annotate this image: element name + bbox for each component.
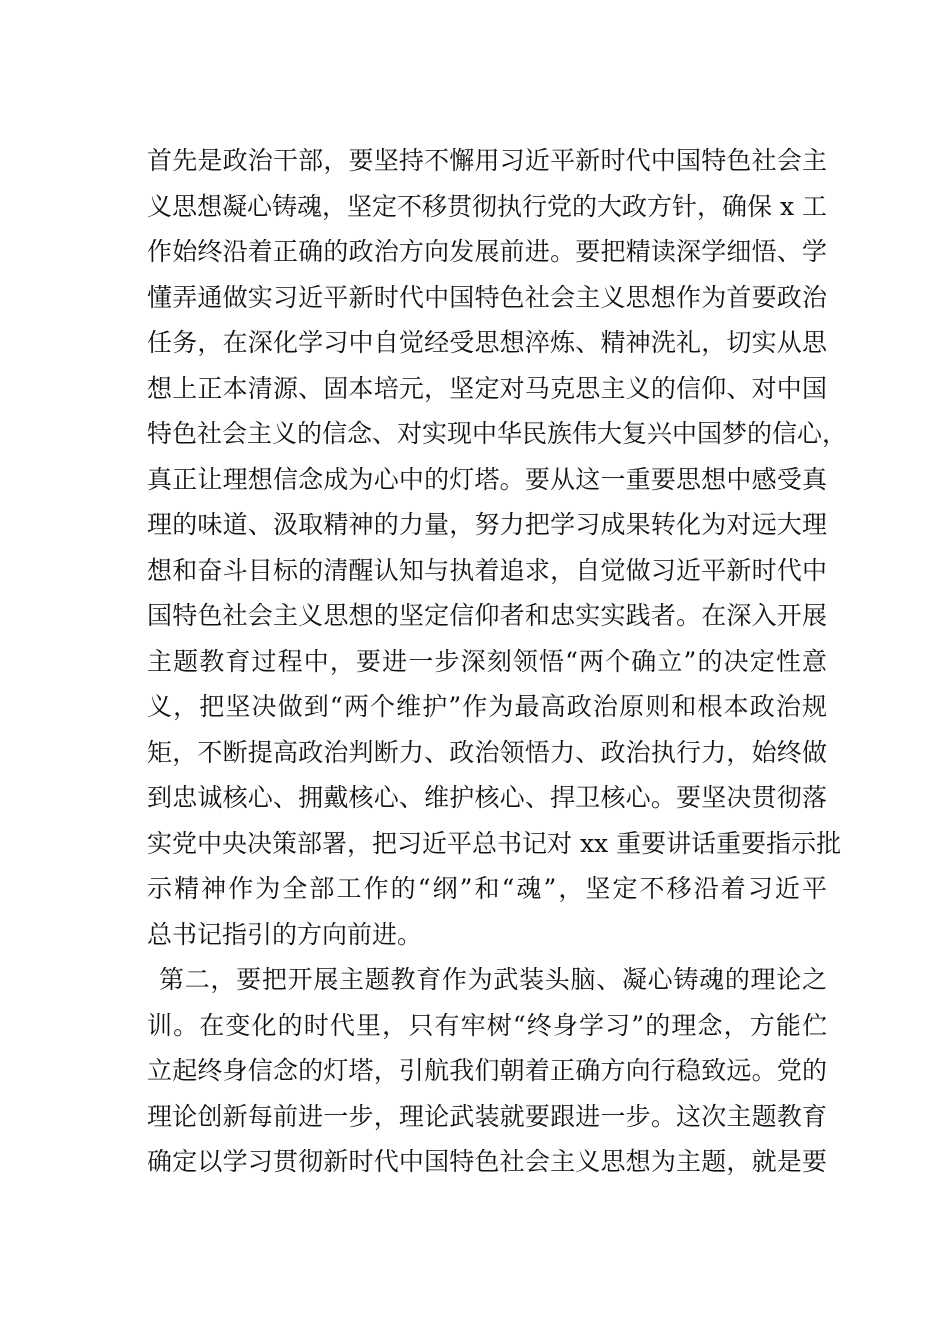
text-line: 理的味道、汲取精神的力量，努力把学习成果转化为对远大理 xyxy=(147,510,827,539)
text-line: 矩，不断提高政治判断力、政治领悟力、政治执行力，始终做 xyxy=(147,737,827,767)
text-line: 特色社会主义的信念、对实现中华民族伟大复兴中国梦的信心， xyxy=(147,419,848,448)
paragraph-2 xyxy=(147,957,827,1185)
text-line: 立起终身信念的灯塔，引航我们朝着正确方向行稳致远。党的 xyxy=(147,1056,827,1085)
text-line: 示精神作为全部工作的“纲”和“魂”，坚定不移沿着习近平 xyxy=(147,874,827,903)
text-line-last: 总书记指引的方向前进。 xyxy=(147,919,423,949)
text-line-first: 第二，要把开展主题教育作为武装头脑、凝心铸魂的理论之 xyxy=(159,965,827,994)
text-line: 理论创新每前进一步，理论武装就要跟进一步。这次主题教育 xyxy=(147,1101,827,1131)
text-line: 真正让理想信念成为心中的灯塔。要从这一重要思想中感受真 xyxy=(147,464,827,494)
text-line: 确定以学习贯彻新时代中国特色社会主义思想为主题，就是要 xyxy=(147,1147,827,1176)
text-line: 义，把坚决做到“两个维护”作为最高政治原则和根本政治规 xyxy=(147,692,827,721)
text-line: 实党中央决策部署，把习近平总书记对 xx 重要讲话重要指示批 xyxy=(147,828,842,858)
text-line: 训。在变化的时代里，只有牢树“终身学习”的理念，方能伫 xyxy=(147,1010,827,1040)
body-text xyxy=(147,138,848,1185)
text-line: 义思想凝心铸魂，坚定不移贯彻执行党的大政方针，确保 x 工 xyxy=(147,191,827,221)
text-line: 懂弄通做实习近平新时代中国特色社会主义思想作为首要政治 xyxy=(147,282,827,312)
text-line: 想和奋斗目标的清醒认知与执着追求，自觉做习近平新时代中 xyxy=(147,555,827,585)
text-line: 任务，在深化学习中自觉经受思想淬炼、精神洗礼，切实从思 xyxy=(147,328,827,357)
text-line: 国特色社会主义思想的坚定信仰者和忠实实践者。在深入开展 xyxy=(147,601,827,630)
text-line: 作始终沿着正确的政治方向发展前进。要把精读深学细悟、学 xyxy=(147,237,827,266)
paragraph-1 xyxy=(147,138,848,957)
text-line: 主题教育过程中，要进一步深刻领悟“两个确立”的决定性意 xyxy=(147,646,827,676)
text-line: 到忠诚核心、拥戴核心、维护核心、捍卫核心。要坚决贯彻落 xyxy=(147,783,827,812)
text-line: 首先是政治干部，要坚持不懈用习近平新时代中国特色社会主 xyxy=(147,146,827,175)
text-line: 想上正本清源、固本培元，坚定对马克思主义的信仰、对中国 xyxy=(147,373,827,403)
